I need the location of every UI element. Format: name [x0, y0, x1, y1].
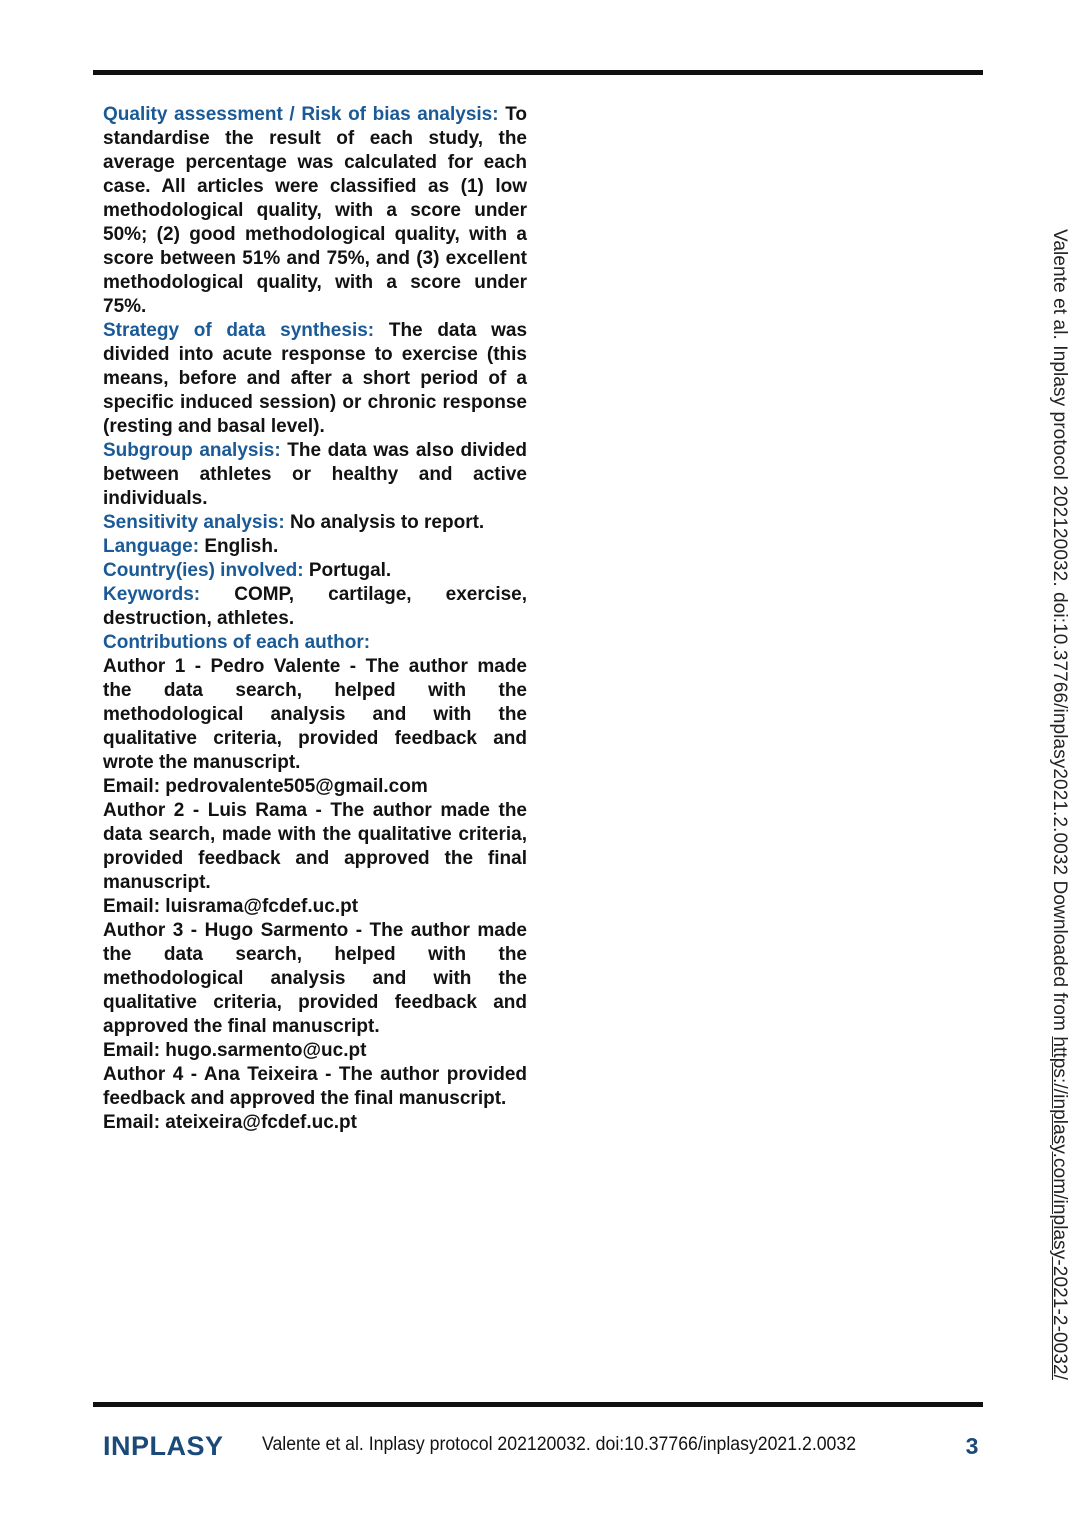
section-heading: Quality assessment / Risk of bias analysis: — [103, 104, 499, 125]
author-4-contribution: Author 4 - Ana Teixeira - The author provided feedback and approved the final manuscript. — [103, 1064, 527, 1109]
section-heading: Subgroup analysis: — [103, 440, 281, 461]
footer-rule — [93, 1402, 983, 1407]
section-body: English. — [204, 536, 279, 557]
author-3-contribution: Author 3 - Hugo Sarmento - The author made the data search, helped with the methodological analysis and with the qualitative criteria, provided feedback and approved the final manuscript. — [103, 920, 527, 1037]
section-heading: Sensitivity analysis: — [103, 512, 285, 533]
contributions-heading: Contributions of each author: — [103, 632, 371, 653]
section-heading: Language: — [103, 536, 200, 557]
author-1-email: Email: pedrovalente505@gmail.com — [103, 776, 428, 797]
section-contributions — [103, 631, 527, 1135]
sidebar-citation-text: Valente et al. Inplasy protocol 202120032. doi:10.37766/inplasy2021.2.0032 Downloaded from — [1049, 229, 1070, 1037]
section-heading: Keywords: — [103, 584, 201, 605]
section-heading: Country(ies) involved: — [103, 560, 304, 581]
section-quality-assessment — [103, 103, 527, 319]
page-content — [103, 103, 527, 1135]
section-sensitivity-analysis — [103, 511, 527, 535]
sidebar-citation — [1048, 229, 1070, 1380]
section-countries-involved — [103, 559, 527, 583]
section-language — [103, 535, 527, 559]
section-subgroup-analysis — [103, 439, 527, 511]
section-body: The data was divided into acute response to exercise (this means, before and after a short period of a specific induced session) or chronic response (resting and basal level). — [103, 320, 528, 437]
footer-citation: Valente et al. Inplasy protocol 202120032. doi:10.37766/inplasy2021.2.0032 — [262, 1434, 857, 1455]
author-1-contribution: Author 1 - Pedro Valente - The author made the data search, helped with the methodological analysis and with the qualitative criteria, provided feedback and wrote the manuscript. — [103, 656, 527, 773]
author-4-email: Email: ateixeira@fcdef.uc.pt — [103, 1112, 357, 1133]
top-rule — [93, 70, 983, 75]
section-body: Portugal. — [308, 560, 392, 581]
section-body: No analysis to report. — [289, 512, 485, 533]
section-body: To standardise the result of each study, the average percentage was calculated for each case. All articles were classified as (1) low methodological quality, with a score under 50%; (2) good methodological quality, with a score between 51% and 75%, and (3) excellent methodological quality, with a score under 75%. — [103, 104, 528, 317]
author-3-email: Email: hugo.sarmento@uc.pt — [103, 1040, 367, 1061]
author-2-email: Email: luisrama@fcdef.uc.pt — [103, 896, 359, 917]
sidebar-citation-link[interactable]: https://inplasy.com/inplasy-2021-2-0032/ — [1049, 1036, 1070, 1381]
section-body: The data was also divided between athletes or healthy and active individuals. — [103, 440, 528, 509]
page-number: 3 — [965, 1433, 979, 1459]
author-2-contribution: Author 2 - Luis Rama - The author made the data search, made with the qualitative criteria, provided feedback and approved the final manuscript. — [103, 800, 527, 893]
section-body: COMP, cartilage, exercise, destruction, athletes. — [103, 584, 528, 629]
inplasy-logo: INPLASY — [103, 1431, 224, 1461]
section-keywords — [103, 583, 527, 631]
section-heading: Strategy of data synthesis: — [103, 320, 375, 341]
section-strategy-of-data-synthesis — [103, 319, 527, 439]
